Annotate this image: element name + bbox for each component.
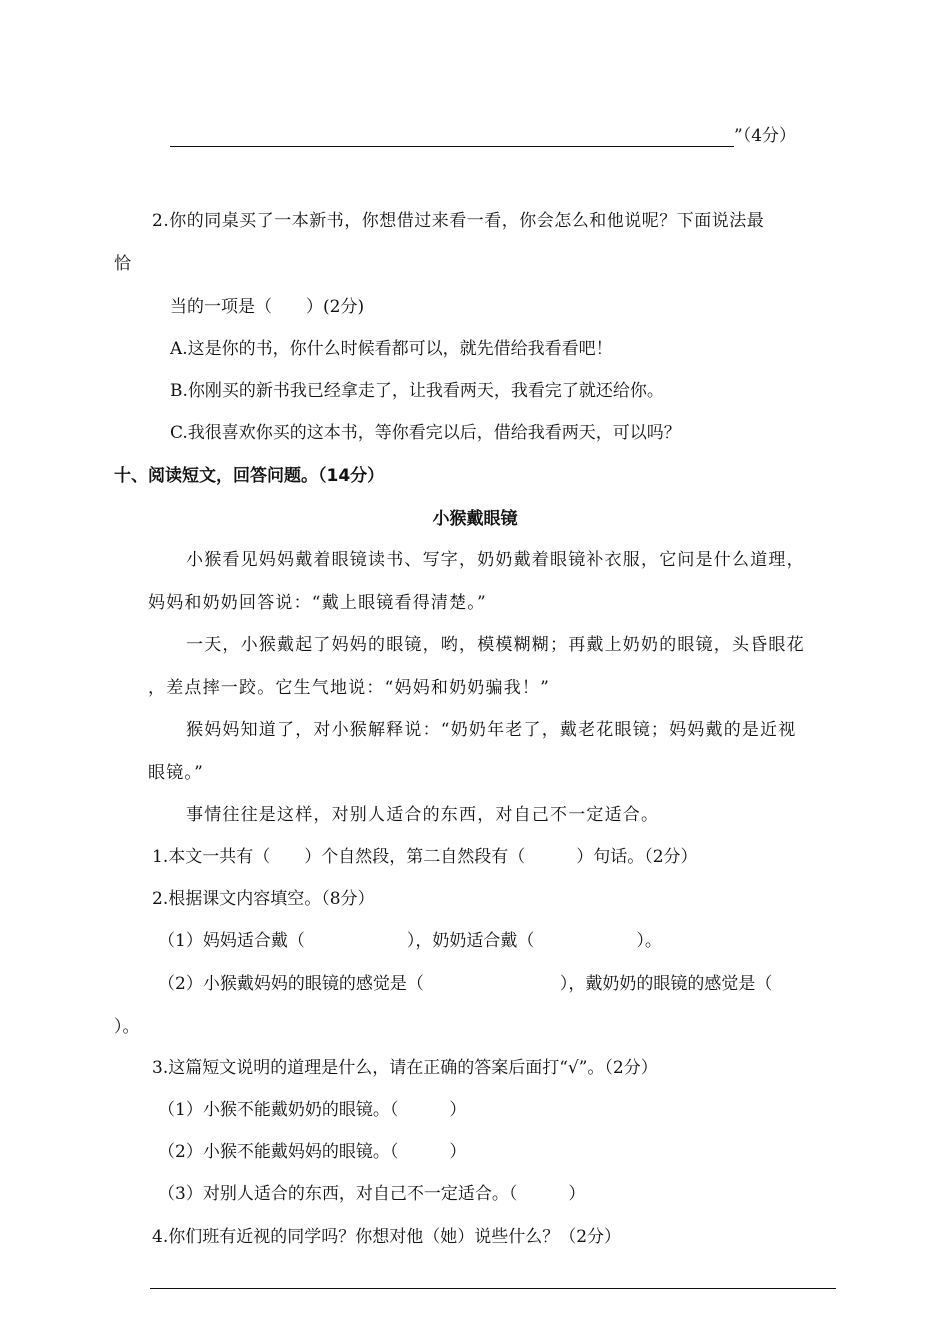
question-2-2: （2）小猴戴妈妈的眼镜的感觉是（ ），戴奶奶的眼镜的感觉是（: [158, 974, 773, 994]
passage-para1-line2: 妈妈和奶奶回答说：“戴上眼镜看得清楚。”: [148, 593, 487, 613]
q2-dialogue-line1: 2.你的同桌买了一本新书，你想借过来看一看，你会怎么和他说呢？下面说法最: [152, 211, 765, 231]
passage-para3-line2: 眼镜。”: [148, 763, 204, 783]
question-3-1: （1）小猴不能戴奶奶的眼镜。（ ）: [158, 1100, 467, 1120]
option-c: C.我很喜欢你买的这本书，等你看完以后，借给我看两天，可以吗？: [170, 423, 681, 443]
question-2-1: （1）妈妈适合戴（ ），奶奶适合戴（ ）。: [158, 931, 662, 951]
option-a: A.这是你的书，你什么时候看都可以，就先借给我看看吧！: [170, 339, 613, 359]
question-4: 4.你们班有近视的同学吗？你想对他（她）说些什么？（2分）: [152, 1227, 622, 1247]
passage-title: 小猴戴眼镜: [432, 509, 518, 529]
question-3: 3.这篇短文说明的道理是什么，请在正确的答案后面打“√”。（2分）: [152, 1058, 658, 1078]
question-3-2: （2）小猴不能戴妈妈的眼镜。（ ）: [158, 1142, 467, 1162]
question-1: 1.本文一共有（ ）个自然段，第二自然段有（ ）句话。（2分）: [152, 847, 698, 867]
answer-line-suffix: ”（4分）: [734, 126, 797, 146]
q2-dialogue-line1-cont: 恰: [114, 254, 131, 274]
passage-para2-line2: ，差点摔一跤。它生气地说：“妈妈和奶奶骗我！”: [148, 678, 550, 698]
q2-dialogue-line2: 当的一项是（ ）(2分): [170, 297, 365, 317]
answer-line-bottom[interactable]: [150, 1288, 836, 1289]
answer-line-top[interactable]: [170, 146, 734, 147]
passage-para2-line1: 一天，小猴戴起了妈妈的眼镜，哟，模模糊糊；再戴上奶奶的眼镜，头昏眼花: [186, 635, 805, 655]
question-2-2-cont: ）。: [114, 1017, 140, 1037]
passage-para1-line1: 小猴看见妈妈戴着眼镜读书、写字，奶奶戴着眼镜补衣服，它问是什么道理，: [186, 550, 805, 570]
section-heading: 十、阅读短文，回答问题。（14分）: [114, 466, 385, 486]
passage-para4: 事情往往是这样，对别人适合的东西，对自己不一定适合。: [186, 805, 660, 825]
option-b: B.你刚买的新书我已经拿走了，让我看两天，我看完了就还给你。: [170, 381, 664, 401]
question-3-3: （3）对别人适合的东西，对自己不一定适合。（ ）: [158, 1184, 586, 1204]
passage-para3-line1: 猴妈妈知道了，对小猴解释说：“奶奶年老了，戴老花眼镜；妈妈戴的是近视: [186, 720, 797, 740]
question-2: 2.根据课文内容填空。（8分）: [152, 889, 375, 909]
